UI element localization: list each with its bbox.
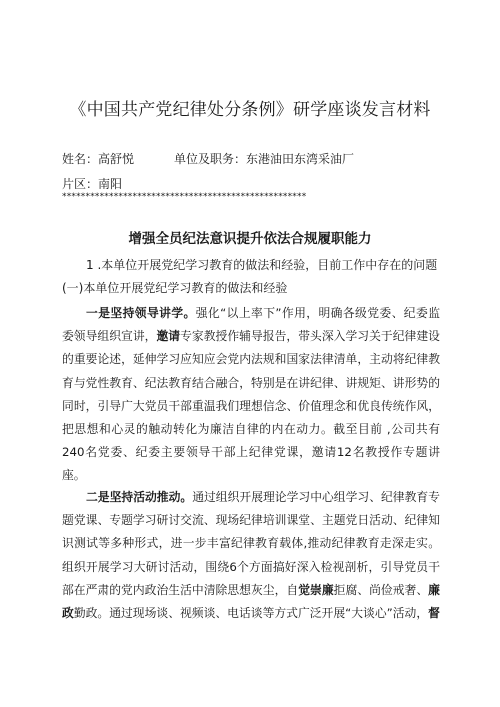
unit-value: 东港油田东湾采油厂 bbox=[246, 152, 355, 166]
area-value: 南阳 bbox=[98, 177, 123, 191]
paragraph-lead: 一是坚持领导讲学。 bbox=[86, 306, 196, 320]
name-label: 姓名： bbox=[62, 152, 99, 166]
paragraph-leadership: 一是坚持领导讲学。强化“以上率下”作用，明确各级党委、纪委监委领导组织宣讲，邀请专家教授作辅导报告，带头深入学习关于纪律建设的重要论述，延伸学习应知应会党内法规和国家法律清单，主动将纪律教育与党性教育、纪法教育结合融合，特别是在讲纪律、讲规矩、讲形势的同时，引导广大党员干部重温我们理想信念、价值理念和优良传统作风，把思想和心灵的触动转化为廉洁自律的内在动力。截至目前 ,公司共有240名党委、纪委主要领导干部上纪律党课，邀请12名教授作专题讲座。 bbox=[62, 306, 440, 483]
area-label: 片区： bbox=[62, 177, 99, 191]
document-subtitle: 增强全员纪法意识提升依法合规履职能力 bbox=[128, 231, 372, 247]
separator-line: **************************************************** bbox=[62, 192, 307, 202]
paragraph-activities: 二是坚持活动推动。通过组织开展理论学习中心组学习、纪律教育专题党课、专题学习研讨交流、现场纪律培训课堂、主题党日活动、纪律知识测试等多种形式，进一步丰富纪律教育载体,推动纪律教育走深走实。组织开展学习大研讨活动，围绕6个方面搞好深入检视剖析，引导党员干部在严肃的党内政治生活中清除思想灰尘，自觉崇廉拒腐、尚俭戒奢、廉政勤政。通过现场谈、视频谈、电话谈等方式广泛开展“大谈心”活动，督 bbox=[62, 490, 440, 621]
author-info-row bbox=[62, 150, 354, 167]
section-heading: 1 .本单位开展党纪学习教育的做法和经验，目前工作中存在的问题 bbox=[86, 258, 438, 272]
paragraph-lead: 二是坚持活动推动。 bbox=[86, 490, 193, 504]
unit-label: 单位及职务： bbox=[174, 152, 247, 166]
name-value: 高舒悦 bbox=[98, 152, 135, 166]
area-info-row bbox=[62, 175, 122, 192]
document-title: 《中国共产党纪律处分条例》研学座谈发言材料 bbox=[69, 100, 431, 120]
subsection-heading: (一)本单位开展党纪学习教育的做法和经验 bbox=[62, 281, 288, 295]
